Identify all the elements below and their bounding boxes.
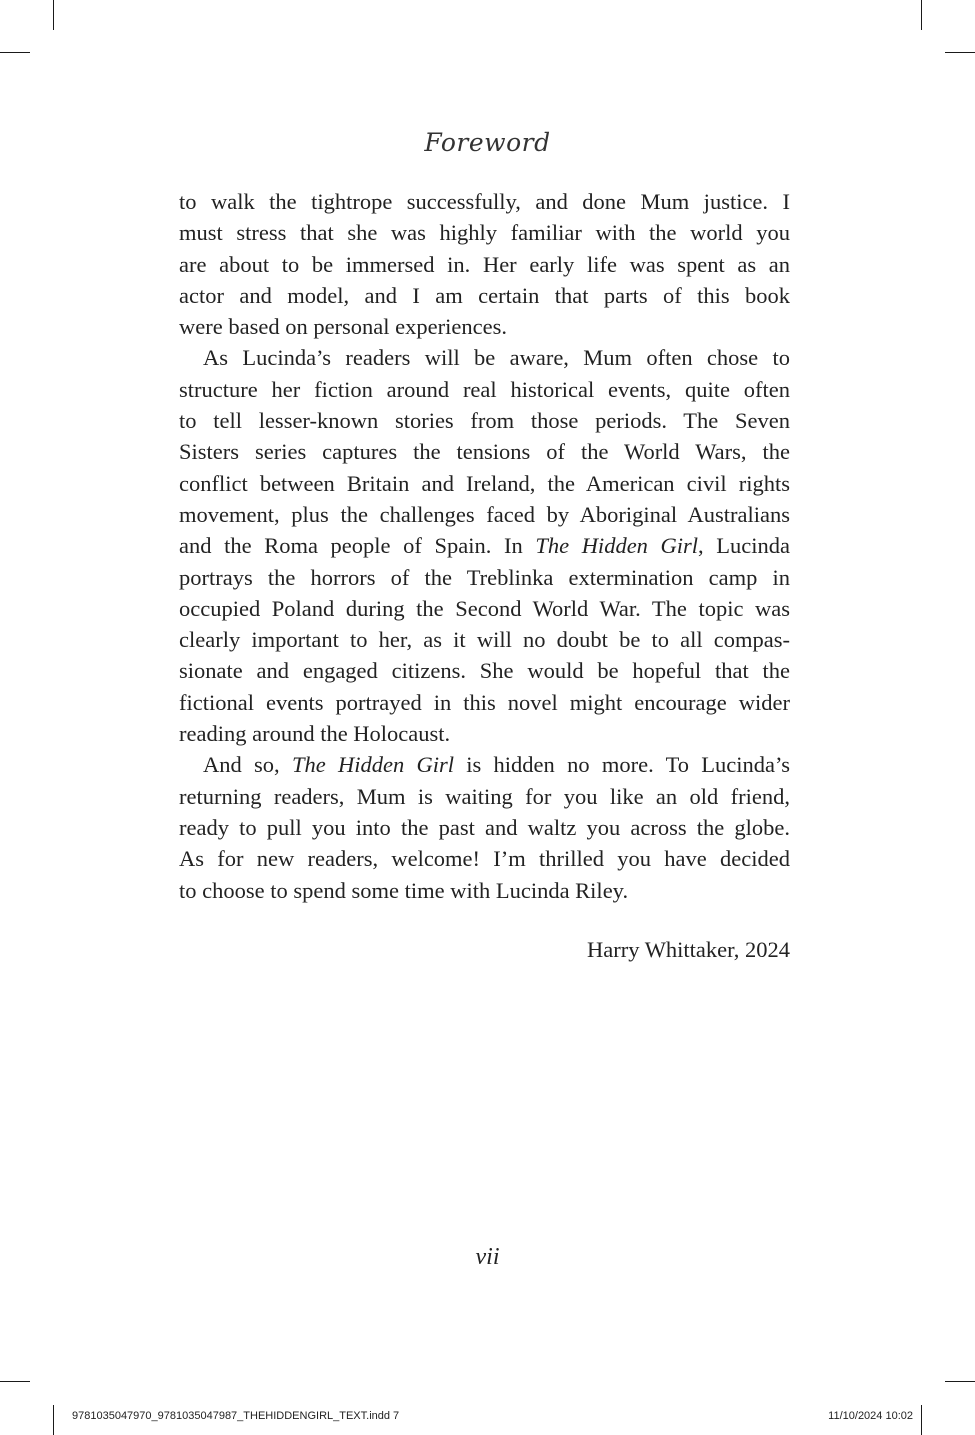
crop-mark-top-left-horizontal: [0, 52, 30, 53]
text-fragment: is hidden no more. To Lucinda’s: [454, 752, 791, 778]
text-line: clearly important to her, as it will no doubt be to all compas-: [179, 627, 790, 653]
crop-mark-top-right-horizontal: [945, 52, 975, 53]
text-line: occupied Poland during the Second World War. The topic was: [179, 595, 790, 621]
text-fragment: , Lucinda: [698, 533, 790, 559]
slug-filename: 9781035047970_9781035047987_THEHIDDENGIRL_TEXT.indd 7: [72, 1410, 400, 1422]
text-line: Sisters series captures the tensions of the World Wars, the: [179, 439, 790, 465]
text-line: to tell lesser-known stories from those periods. The Seven: [179, 408, 790, 434]
text-fragment: and the Roma people of Spain. In: [179, 533, 536, 559]
text-line: As for new readers, welcome! I’m thrilled you have decided: [179, 846, 790, 872]
text-line: to walk the tightrope successfully, and done Mum justice. I: [179, 189, 790, 214]
paragraph-2: [179, 342, 790, 749]
text-line: movement, plus the challenges faced by Aboriginal Australians: [179, 501, 790, 527]
crop-mark-top-left-vertical: [53, 0, 54, 30]
body-text: [179, 186, 790, 906]
text-line: structure her fiction around real historical events, quite often: [179, 376, 790, 402]
text-line: portrays the horrors of the Treblinka extermination camp in: [179, 564, 790, 590]
text-line: reading around the Holocaust.: [179, 721, 451, 747]
crop-mark-bottom-right-vertical: [921, 1405, 922, 1435]
crop-mark-top-right-vertical: [921, 0, 922, 30]
slug-timestamp: 11/10/2024 10:02: [828, 1410, 913, 1422]
page-number: vii: [475, 1244, 500, 1270]
text-line: fictional events portrayed in this novel might encourage wider: [179, 689, 790, 715]
text-line-with-title: [179, 749, 790, 780]
text-line: ready to pull you into the past and waltz you across the globe.: [179, 814, 790, 840]
text-line: sionate and engaged citizens. She would be hopeful that the: [179, 658, 790, 684]
paragraph-1: [179, 186, 790, 342]
text-line: to choose to spend some time with Lucinda Riley.: [179, 877, 629, 903]
text-line: As Lucinda’s readers will be aware, Mum often chose to: [203, 345, 790, 371]
text-line: must stress that she was highly familiar with the world you: [179, 220, 790, 246]
paragraph-3: [179, 749, 790, 905]
text-line: actor and model, and I am certain that parts of this book: [179, 282, 790, 308]
crop-mark-bottom-left-horizontal: [0, 1381, 30, 1382]
text-line: returning readers, Mum is waiting for you like an old friend,: [179, 783, 790, 809]
book-title: The Hidden Girl: [535, 533, 699, 559]
running-head: Foreword: [424, 128, 551, 157]
text-line: are about to be immersed in. Her early life was spent as an: [179, 251, 790, 277]
text-line: conflict between Britain and Ireland, the American civil rights: [179, 470, 790, 496]
text-line: were based on personal experiences.: [179, 314, 507, 340]
book-title: The Hidden Girl: [291, 752, 454, 778]
crop-mark-bottom-left-vertical: [53, 1405, 54, 1435]
text-fragment: And so,: [203, 752, 292, 778]
text-line-with-title: [179, 530, 790, 561]
crop-mark-bottom-right-horizontal: [945, 1381, 975, 1382]
author-signature: Harry Whittaker, 2024: [587, 937, 790, 962]
